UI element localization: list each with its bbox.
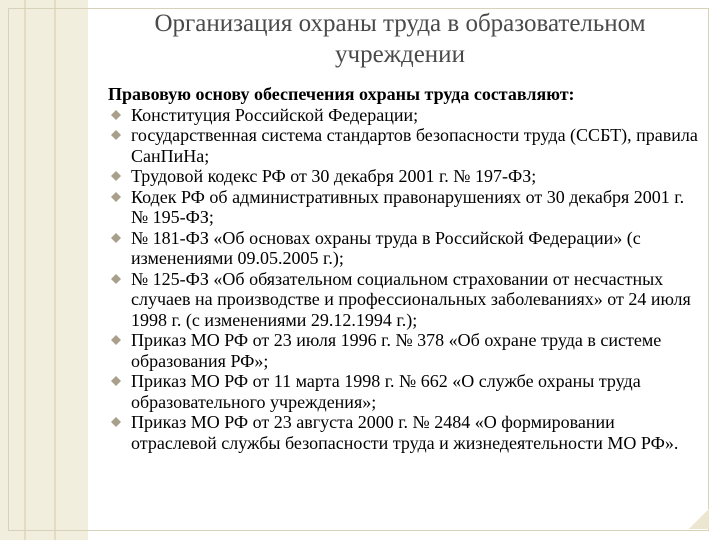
list-item — [108, 330, 700, 371]
slide-body — [108, 84, 700, 453]
slide-title: Организация охраны труда в образовательном учреждении — [154, 10, 646, 68]
page-corner-decoration — [689, 509, 709, 529]
list-item-text: Кодек РФ об административных правонарушениях от 30 декабря 2001 г. № 195-ФЗ; — [131, 186, 685, 227]
list-item-text: № 125-ФЗ «Об обязательном социальном страховании от несчастных случаев на производстве и профессиональных заболеваниях» от 24 июля 1998 г. (с изменениями 29.12.1994 г.); — [131, 268, 691, 330]
list-item — [108, 412, 700, 453]
list-item-text: Конституция Российской Федерации; — [131, 104, 419, 125]
list-item-text: Приказ МО РФ от 11 марта 1998 г. № 662 «О службе охраны труда образовательного учреждения»; — [131, 371, 641, 412]
diamond-bullet-icon — [111, 233, 121, 238]
list-item-text: Трудовой кодекс РФ от 30 декабря 2001 г. № 197-ФЗ; — [131, 166, 537, 186]
list-item — [108, 166, 700, 187]
diamond-bullet-icon — [111, 110, 121, 115]
diamond-bullet-icon — [111, 417, 121, 422]
list-item — [108, 228, 700, 269]
legal-basis-list — [108, 105, 700, 454]
list-item-text: № 181-ФЗ «Об основах охраны труда в Российской Федерации» (с изменениями 09.05.2005 г.); — [131, 227, 641, 268]
diamond-bullet-icon — [111, 171, 121, 176]
list-item-text: Приказ МО РФ от 23 июля 1996 г. № 378 «Об охране труда в системе образования РФ»; — [131, 330, 662, 371]
list-item-text: Приказ МО РФ от 23 августа 2000 г. № 2484 «О формировании отраслевой службы безопасности труда и жизнедеятельности МО РФ». — [131, 412, 679, 453]
diamond-bullet-icon — [111, 274, 121, 279]
list-item — [108, 269, 700, 331]
diamond-bullet-icon — [111, 192, 121, 197]
body-heading: Правовую основу обеспечения охраны труда составляют: — [108, 84, 575, 104]
diamond-bullet-icon — [111, 335, 121, 340]
list-item — [108, 125, 700, 166]
list-item — [108, 105, 700, 126]
list-item — [108, 187, 700, 228]
list-item-text: государственная система стандартов безопасности труда (ССБТ), правила СанПиНа; — [131, 125, 698, 166]
diamond-bullet-icon — [111, 130, 121, 135]
list-item — [108, 371, 700, 412]
diamond-bullet-icon — [111, 376, 121, 381]
